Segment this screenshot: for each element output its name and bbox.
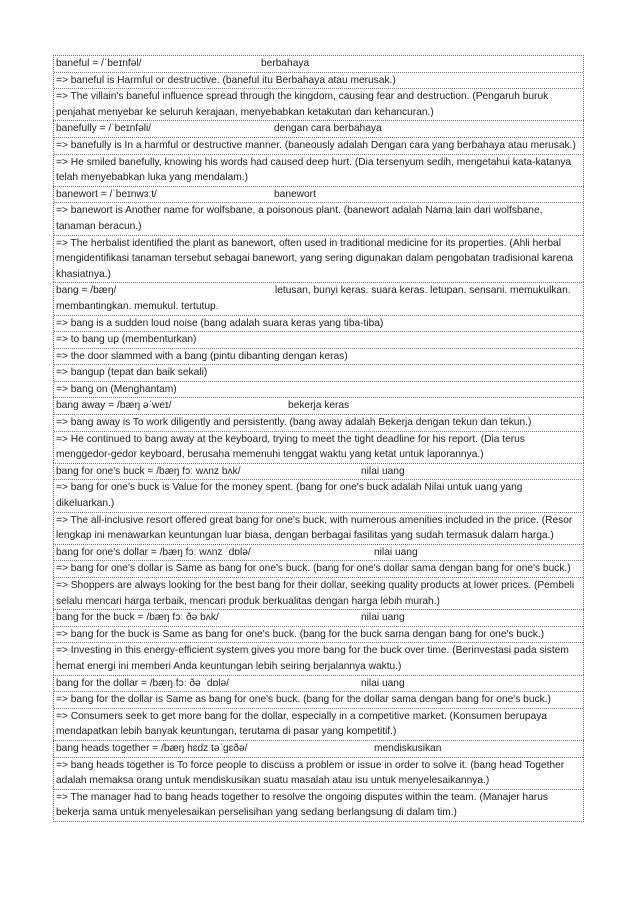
entry-meaning: mendiskusikan [374, 742, 442, 754]
vocabulary-table [53, 55, 584, 822]
entry-example: => bangup (tepat dan baik sekali) [54, 365, 583, 382]
entry-term: banewort = /ˈbeɪnwɜːt/ [56, 188, 157, 200]
entry-example: => to bang up (membenturkan) [54, 332, 583, 349]
vocab-entry [53, 740, 584, 822]
vocab-entry [53, 463, 584, 544]
entry-headword [54, 676, 583, 693]
entry-definition: => bang away is To work diligently and persistently. (bang away adalah Bekerja dengan tekun dan tekun.) [54, 415, 583, 432]
entry-definition: => bang for the dollar is Same as bang for one's buck. (bang for the dollar sama dengan bang for one's buck.) [54, 692, 583, 709]
entry-meaning: nilai uang [374, 546, 418, 558]
entry-example: => He continued to bang away at the keyboard, trying to meet the tight deadline for his report. (Dia terus menggedor-gedor keyboard, berusaha memenuhi tenggat waktu yang ketat untuk laporannya.) [56, 433, 525, 461]
entry-example: => Consumers seek to get more bang for the dollar, especially in a competitive market. (Konsumen berupaya mendapatkan lebih banyak keuntungan, terutama di pasar yang kompetitif.) [56, 710, 547, 738]
entry-term: bang heads together = /bæŋ hɛdz təˈgɛðə/ [56, 742, 248, 754]
entry-example: => The manager had to bang heads together to resolve the ongoing disputes within the team. (Manajer harus bekerja sama untuk menyelesaikan perselisihan yang sedang berlangsung di dalam tim.) [56, 791, 548, 819]
entry-example: => The all-inclusive resort offered great bang for one's buck, with numerous amenities included in the price. (Resor lengkap ini menawarkan keuntungan luar biasa, dengan berbagai fasilitas yang sudah termasuk dalam harga.) [56, 514, 573, 542]
entry-example: => The herbalist identified the plant as banewort, often used in traditional medicine for its properties. (Ahli herbal mengidentifikasi tanaman tersebut sebagai banewort, yang sering digunakan dalam pengobatan tradisional karena khasiatnya.) [56, 237, 574, 280]
entry-term: bang for one's buck = /bæŋ fɔː wʌnz bʌk/ [56, 465, 241, 477]
entry-definition: => bang for the buck is Same as bang for one's buck. (bang for the buck sama dengan bang for one's buck.) [54, 627, 583, 644]
vocab-entry [53, 120, 584, 185]
entry-definition: => baneful is Harmful or destructive. (baneful itu Berbahaya atau merusak.) [54, 73, 583, 90]
vocab-entry [53, 397, 584, 462]
vocab-entry [53, 609, 584, 674]
entry-term: bang = /bæŋ/ [56, 285, 117, 297]
entry-definition: => bang for one's dollar is Same as bang for one's buck. (bang for one's dollar sama dengan bang for one's buck.) [54, 561, 583, 578]
entry-meaning: berbahaya [261, 58, 310, 69]
entry-example: => He smiled banefully, knowing his words had caused deep hurt. (Dia tersenyum sedih, mengetahui kata-katanya telah menyebabkan luka yang mendalam.) [56, 156, 572, 184]
vocab-entry [53, 544, 584, 609]
entry-headword [54, 610, 583, 627]
entry-headword [54, 56, 583, 73]
entry-definition: => banewort is Another name for wolfsbane, a poisonous plant. (banewort adalah Nama lain dari wolfsbane, tanaman beracun.) [54, 203, 583, 235]
entry-meaning: nilai uang [361, 612, 405, 624]
entry-meaning: nilai uang [361, 677, 405, 689]
entry-meaning: letusan, bunyi keras. suara keras. letupan. sensani. memukulkan. membantingkan. memukul. tertutup. [56, 285, 571, 312]
entry-example: => bang on (Menghantam) [56, 383, 177, 395]
entry-headword [54, 464, 583, 481]
entry-example: => The villain's baneful influence spread through the kingdom, causing fear and destruction. (Pengaruh buruk penjahat menyebar ke seluruh kerajaan, menyebabkan ketakutan dan kehancuran.) [56, 91, 549, 118]
entry-headword [54, 121, 583, 138]
entry-example: => Shoppers are always looking for the best bang for their dollar, seeking quality products at lower prices. (Pembeli selalu mencari harga terbaik, mencari produk berkualitas dengan harga lebih murah.) [56, 580, 575, 607]
entry-meaning: banewort [274, 188, 316, 200]
entry-headword [54, 398, 583, 415]
entry-definition: => banefully is In a harmful or destructive manner. (baneously adalah Dengan cara yang berbahaya atau merusak.) [54, 138, 583, 155]
entry-term: bang for the buck = /bæŋ fɔː ðə bʌk/ [56, 612, 219, 624]
entry-example: => Investing in this energy-efficient system gives you more bang for the buck over time. (Berinvestasi pada sistem hemat energi ini memberi Anda keuntungan lebih seiring berjalannya waktu.) [56, 645, 569, 672]
entry-headword [54, 741, 583, 758]
vocab-entry [53, 675, 584, 740]
entry-term: bang away = /bæŋ əˈweɪ/ [56, 400, 172, 412]
vocab-entry [53, 282, 584, 397]
vocab-entry [53, 55, 584, 120]
entry-headword [54, 187, 583, 204]
entry-definition: => bang heads together is To force people to discuss a problem or issue in order to solve it. (bang head Together adalah memaksa orang untuk mendiskusikan suatu masalah atau isu untuk menyelesaikannya.) [54, 758, 583, 790]
entry-term: baneful = /ˈbeɪnfəl/ [56, 58, 142, 69]
entry-term: banefully = /ˈbeɪnfəli/ [56, 123, 152, 135]
entry-term: bang for the dollar = /bæŋ fɔː ðə ˈdɒlə/ [56, 677, 230, 689]
entry-term: bang for one's dollar = /bæŋ fɔː wʌnz ˈdɒlə/ [56, 546, 251, 558]
vocab-entry [53, 186, 584, 283]
entry-headword [54, 283, 583, 315]
entry-meaning: dengan cara berbahaya [274, 123, 382, 135]
entry-example: => the door slammed with a bang (pintu dibanting dengan keras) [54, 349, 583, 366]
entry-headword [54, 545, 583, 562]
entry-definition: => bang for one's buck is Value for the money spent. (bang for one's buck adalah Nilai untuk uang yang dikeluarkan.) [54, 480, 583, 512]
entry-meaning: nilai uang [361, 465, 405, 477]
entry-meaning: bekerja keras [288, 400, 350, 412]
entry-definition: => bang is a sudden loud noise (bang adalah suara keras yang tiba-tiba) [54, 316, 583, 333]
